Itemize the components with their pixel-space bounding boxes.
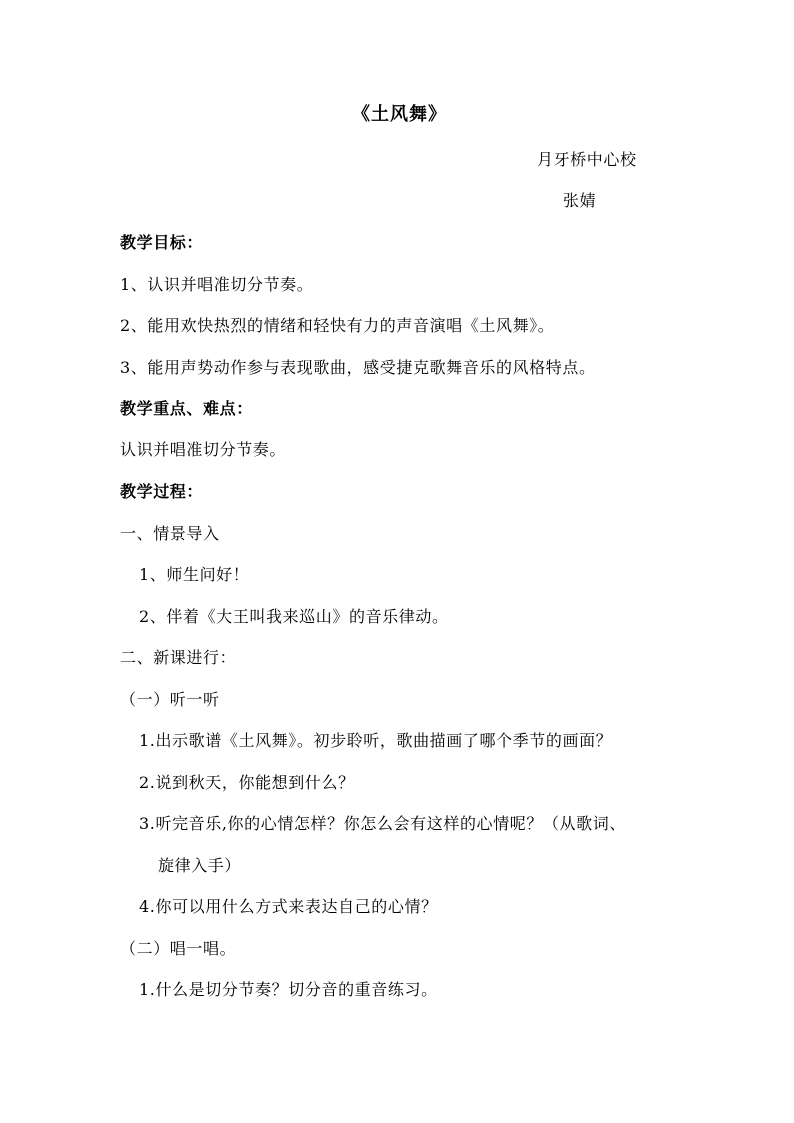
list-item: 2.说到秋天，你能想到什么？ [139, 773, 355, 792]
school-name: 月牙桥中心校 [537, 150, 637, 169]
section-heading: 一、情景导入 [120, 524, 220, 543]
list-item: 1.什么是切分节奏？切分音的重音练习。 [139, 980, 438, 999]
section-heading: 二、新课进行： [120, 648, 237, 667]
author-name: 张婧 [563, 191, 597, 210]
objective-item: 2、能用欢快热烈的情绪和轻快有力的声音演唱《土风舞》。 [120, 316, 555, 335]
objective-item: 3、能用声势动作参与表现歌曲，感受捷克歌舞音乐的风格特点。 [120, 358, 596, 377]
list-item: 2、伴着《大王叫我来巡山》的音乐律动。 [139, 607, 449, 626]
process-heading: 教学过程： [120, 482, 204, 501]
list-item: 1.出示歌谱《土风舞》。初步聆听，歌曲描画了哪个季节的画面？ [139, 731, 613, 750]
subsection-heading: （二）唱一唱。 [120, 939, 237, 958]
list-item: 3.听完音乐,你的心情怎样？你怎么会有这样的心情呢？（从歌词、 [139, 814, 626, 833]
list-item-continuation: 旋律入手） [158, 856, 242, 875]
subsection-heading: （一）听一听 [120, 690, 220, 709]
objective-item: 1、认识并唱准切分节奏。 [120, 275, 314, 294]
document-title: 《土风舞》 [352, 104, 447, 125]
objectives-heading: 教学目标： [120, 233, 204, 252]
list-item: 4.你可以用什么方式来表达自己的心情？ [139, 897, 438, 916]
list-item: 1、师生问好！ [139, 565, 250, 584]
key-points-text: 认识并唱准切分节奏。 [120, 440, 287, 459]
key-points-heading: 教学重点、难点： [120, 399, 253, 418]
